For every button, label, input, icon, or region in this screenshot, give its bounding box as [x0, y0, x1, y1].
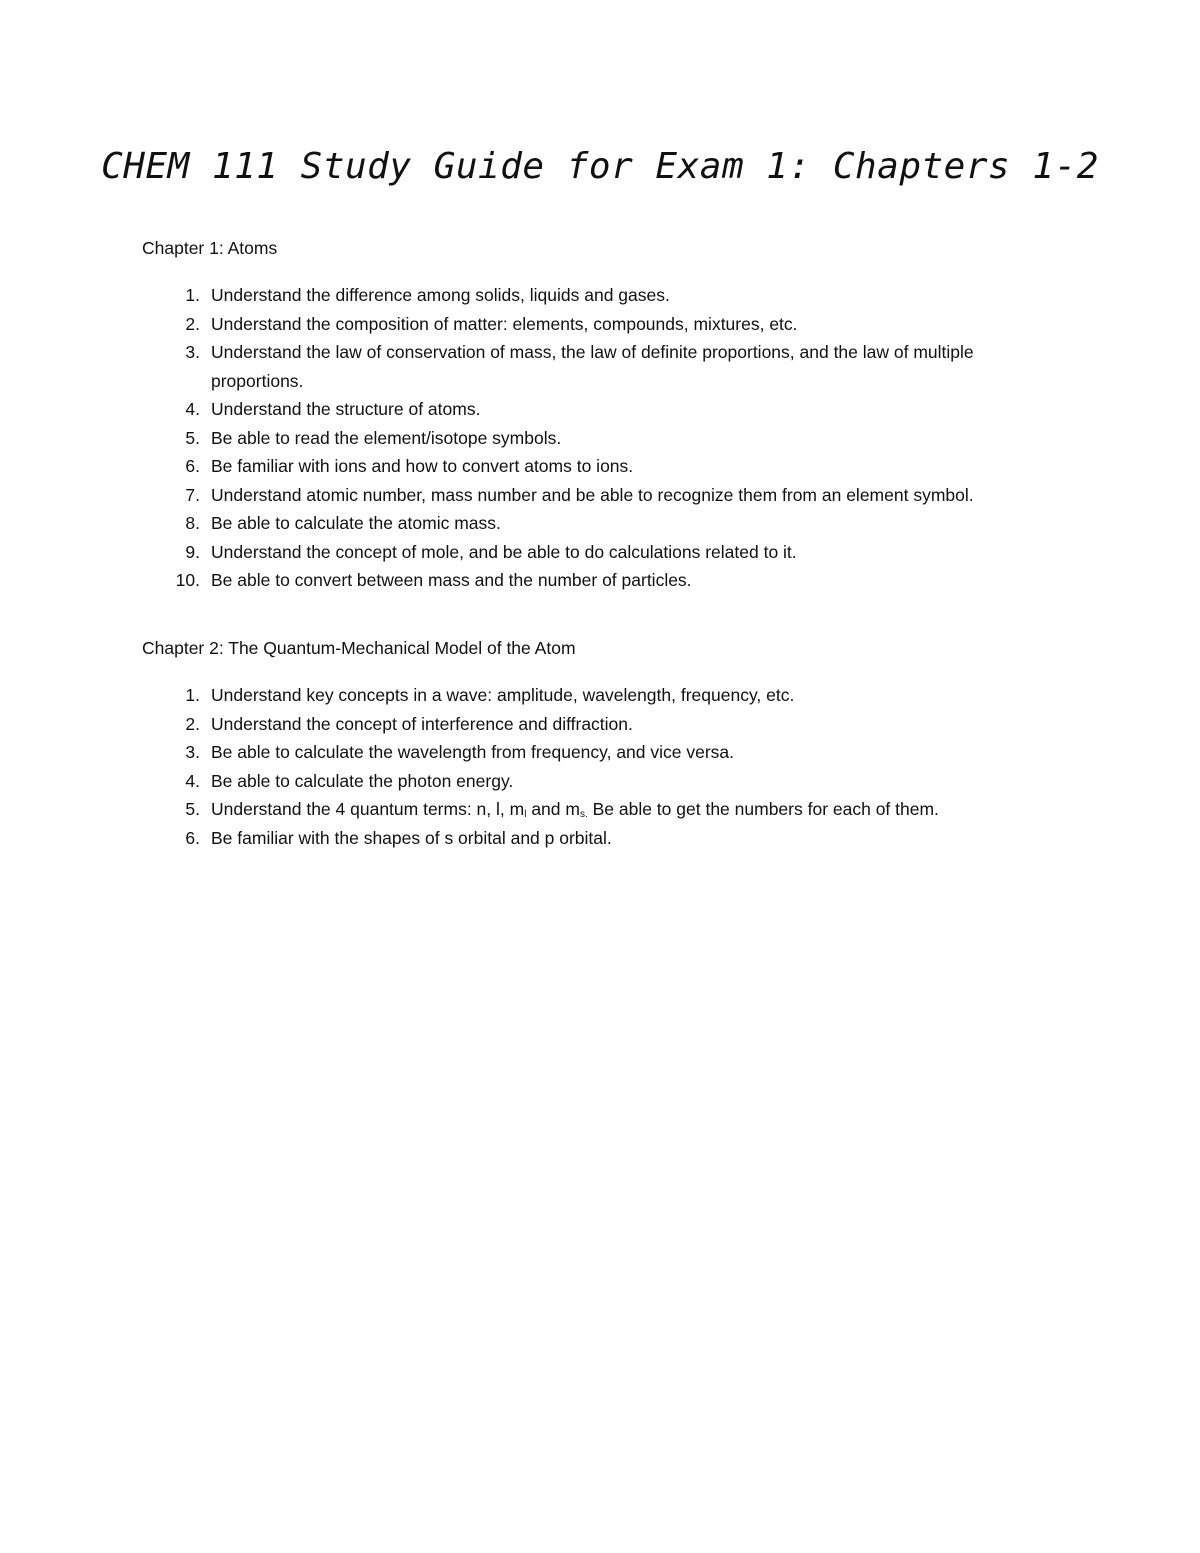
item-text: Understand the concept of mole, and be able to do calculations related to it.: [211, 541, 797, 562]
item-text: Understand the law of conservation of mass, the law of definite proportions, and the law of multiple proportions.: [211, 342, 974, 391]
list-item: [0, 395, 1200, 424]
item-number: 7.: [185, 484, 200, 505]
item-text: Be able to calculate the photon energy.: [211, 770, 514, 791]
chapter-1-list: [0, 281, 1200, 595]
item-number: 10.: [175, 570, 200, 590]
item-text: Be familiar with ions and how to convert atoms to ions.: [211, 456, 634, 476]
list-item: [0, 509, 1200, 538]
item-number: 2.: [185, 313, 200, 334]
subscript: s.: [579, 809, 588, 820]
page-title: CHEM 111 Study Guide for Exam 1: Chapters 1-2: [101, 146, 1099, 187]
list-item: [0, 795, 1200, 824]
list-item: [0, 710, 1200, 739]
chapter-2-heading: Chapter 2: The Quantum-Mechanical Model of the Atom: [142, 638, 576, 658]
list-item: [0, 310, 1200, 339]
item-number: 5.: [185, 427, 200, 448]
list-item: [0, 824, 1200, 853]
item-number: 6.: [185, 456, 200, 476]
item-number: 9.: [185, 541, 200, 562]
list-item: [0, 738, 1200, 767]
item-text: Understand atomic number, mass number and be able to recognize them from an element symbol.: [211, 484, 974, 505]
list-item: [0, 538, 1200, 567]
item-text: Understand the structure of atoms.: [211, 399, 481, 419]
subscript: l: [524, 809, 527, 820]
chapter-1-heading: Chapter 1: Atoms: [142, 238, 278, 258]
item-text: Understand the concept of interference and diffraction.: [211, 713, 633, 734]
item-text: Be able to calculate the atomic mass.: [211, 513, 501, 533]
list-item: [0, 338, 1200, 395]
item-number: 8.: [185, 513, 200, 533]
item-number: 5.: [185, 799, 200, 819]
item-text: Be familiar with the shapes of s orbital and p orbital.: [211, 827, 612, 848]
item-text: Understand key concepts in a wave: amplitude, wavelength, frequency, etc.: [211, 685, 795, 705]
item-number: 2.: [185, 713, 200, 734]
item-number: 1.: [185, 285, 200, 305]
list-item: [0, 452, 1200, 481]
item-text-part: Understand the 4 quantum terms: n, l, m: [211, 799, 525, 819]
item-text: Understand the composition of matter: elements, compounds, mixtures, etc.: [211, 313, 798, 334]
list-item: [0, 281, 1200, 310]
item-text: Understand the difference among solids, liquids and gases.: [211, 285, 670, 305]
item-number: 3.: [185, 742, 200, 762]
list-item: [0, 681, 1200, 710]
list-item: [0, 767, 1200, 796]
chapter-2-list: [0, 681, 1200, 852]
list-item: [0, 424, 1200, 453]
item-text: Be able to convert between mass and the number of particles.: [211, 570, 692, 590]
item-text: Be able to calculate the wavelength from frequency, and vice versa.: [211, 742, 735, 762]
item-number: 3.: [185, 342, 200, 362]
item-text-part: and m: [526, 799, 580, 819]
list-item: [0, 481, 1200, 510]
item-number: 4.: [185, 770, 200, 791]
item-text-part: Be able to get the numbers for each of them.: [587, 799, 939, 819]
item-number: 4.: [185, 399, 200, 419]
item-text: Be able to read the element/isotope symbols.: [211, 427, 562, 448]
item-number: 1.: [185, 685, 200, 705]
item-number: 6.: [185, 827, 200, 848]
list-item: [0, 566, 1200, 595]
